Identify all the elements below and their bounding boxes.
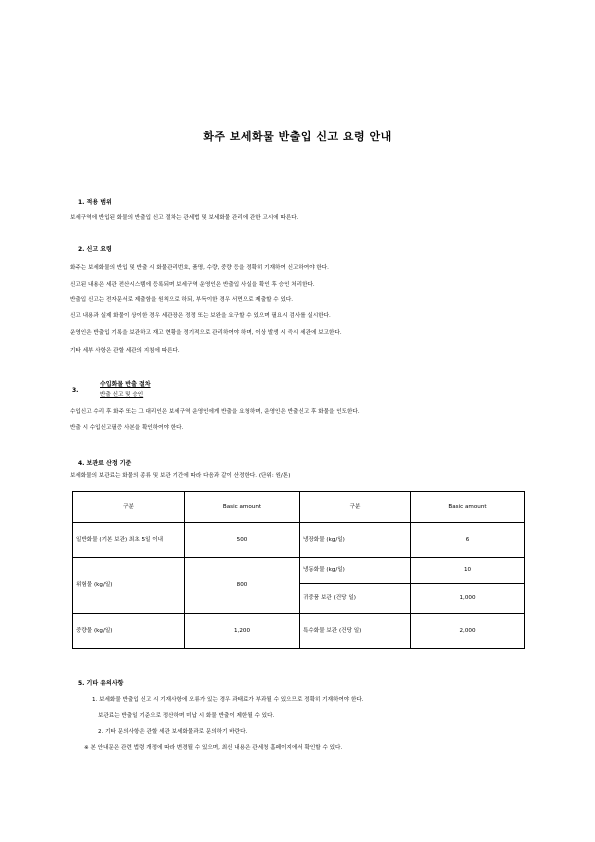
row-label: 위험물 (kg/일) xyxy=(73,558,185,614)
header-cell: 구분 xyxy=(73,492,185,523)
remarks-line: 보관료는 반출일 기준으로 정산하며 미납 시 화물 반출이 제한될 수 있다. xyxy=(98,713,275,719)
section-1-heading: 1. 적용 범위 xyxy=(78,199,112,206)
row-value: 6 xyxy=(411,523,525,558)
row-value: 1,000 xyxy=(411,584,525,614)
row-label: 귀중품 보관 (건당 일) xyxy=(300,584,411,614)
table-row xyxy=(73,523,525,558)
row-value: 10 xyxy=(411,558,525,584)
remarks-line: 1. 보세화물 반출입 신고 시 기재사항에 오류가 있는 경우 과태료가 부과될 수 있으므로 정확히 기재하여야 한다. xyxy=(92,697,364,703)
table-row xyxy=(73,558,525,584)
remarks-line: 2. 기타 문의사항은 관할 세관 보세화물과로 문의하기 바란다. xyxy=(98,729,248,735)
section-2-line: 신고된 내용은 세관 전산시스템에 등록되며 보세구역 운영인은 반출입 사실을 확인 후 승인 처리한다. xyxy=(70,282,315,288)
row-value: 800 xyxy=(185,558,300,614)
header-cell: 구분 xyxy=(300,492,411,523)
row-label: 특수화물 보관 (건당 일) xyxy=(300,614,411,649)
row-value: 1,200 xyxy=(185,614,300,649)
table-row xyxy=(73,614,525,649)
section-2-heading: 2. 신고 요령 xyxy=(78,246,112,253)
document-title: 화주 보세화물 반출입 신고 요령 안내 xyxy=(203,130,392,143)
header-cell: Basic amount xyxy=(185,492,300,523)
header-cell: Basic amount xyxy=(411,492,525,523)
table-note: 보세화물의 보관료는 화물의 종류 및 보관 기간에 따라 다음과 같이 산정한다. (단위: 원/톤) xyxy=(70,473,291,479)
section-3-number: 3. xyxy=(72,387,79,394)
section-2-line: 운영인은 반출입 기록을 보관하고 재고 현황을 정기적으로 관리하여야 하며, 이상 발생 시 즉시 세관에 보고한다. xyxy=(70,330,342,336)
row-label: 냉동화물 (kg/일) xyxy=(300,558,411,584)
row-value: 2,000 xyxy=(411,614,525,649)
section-4-heading: 4. 보관료 산정 기준 xyxy=(78,460,132,467)
table-header-row xyxy=(73,492,525,523)
remarks-line: ※ 본 안내문은 관련 법령 개정에 따라 변경될 수 있으며, 최신 내용은 관세청 홈페이지에서 확인할 수 있다. xyxy=(84,745,343,751)
section-2-line: 반출입 신고는 전자문서로 제출함을 원칙으로 하되, 부득이한 경우 서면으로 제출할 수 있다. xyxy=(70,297,294,303)
row-label: 중량물 (kg/일) xyxy=(73,614,185,649)
row-label: 일반화물 (기본 보관) 최초 5일 이내 xyxy=(73,523,185,558)
storage-fee-table xyxy=(72,491,525,649)
section-3-line: 수입신고 수리 후 화주 또는 그 대리인은 보세구역 운영인에게 반출을 요청하며, 운영인은 반출신고 후 화물을 인도한다. xyxy=(70,409,360,415)
row-value: 500 xyxy=(185,523,300,558)
section-3-subheading: 반출 신고 및 승인 xyxy=(100,392,144,398)
row-label: 냉장화물 (kg/일) xyxy=(300,523,411,558)
section-2-line: 화주는 보세화물의 반입 및 반출 시 화물관리번호, 품명, 수량, 중량 등을 정확히 기재하여 신고하여야 한다. xyxy=(70,265,329,271)
section-1-text: 보세구역에 반입된 화물의 반출입 신고 절차는 관세법 및 보세화물 관리에 관한 고시에 따른다. xyxy=(70,215,299,221)
section-3-line: 반출 시 수입신고필증 사본을 확인하여야 한다. xyxy=(70,425,184,431)
section-2-line: 기타 세부 사항은 관할 세관의 지침에 따른다. xyxy=(70,348,180,354)
section-2-line: 신고 내용과 실제 화물이 상이한 경우 세관장은 정정 또는 보완을 요구할 수 있으며 필요시 검사를 실시한다. xyxy=(70,313,331,319)
section-3-heading: 수입화물 반출 절차 xyxy=(100,381,151,388)
section-5-heading: 5. 기타 유의사항 xyxy=(78,680,124,687)
